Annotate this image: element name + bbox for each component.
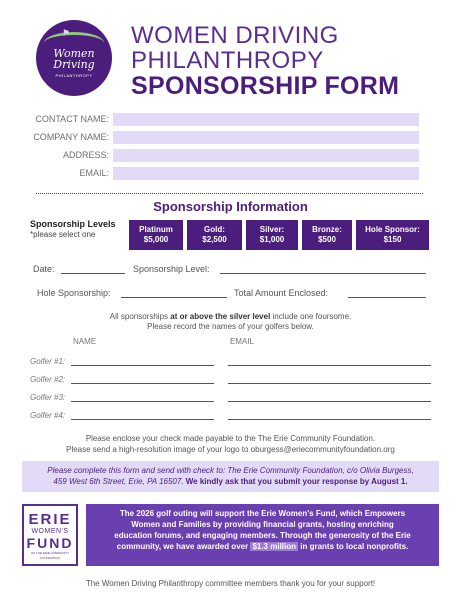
golf-flag-icon: ⚑ bbox=[62, 28, 71, 38]
about-line-2: Women and Families by providing financial grants, hosting enriching bbox=[131, 520, 394, 529]
levels-sublabel: *please select one bbox=[30, 230, 96, 239]
email-field[interactable] bbox=[113, 167, 419, 180]
wdp-logo bbox=[36, 20, 112, 96]
title-line-2: PHILANTHROPY bbox=[131, 47, 324, 74]
golfer-4-email-line[interactable] bbox=[228, 419, 431, 420]
date-line[interactable] bbox=[61, 273, 125, 274]
grants-highlight: $1.3 million bbox=[252, 542, 297, 551]
hole-sponsorship-line[interactable] bbox=[121, 297, 227, 298]
level-name: Hole Sponsor: bbox=[365, 225, 420, 234]
level-amount: $2,500 bbox=[202, 235, 227, 244]
check-instructions: Please enclose your check made payable to the The Erie Community Foundation. bbox=[85, 434, 376, 443]
golfer-2-name-line[interactable] bbox=[71, 383, 214, 384]
level-name: Bronze: bbox=[312, 225, 342, 234]
erie-logo-line-4: OF THE ERIE COMMUNITY FOUNDATION bbox=[30, 551, 70, 560]
banner-line-2 bbox=[22, 476, 439, 487]
golfer-1-email-line[interactable] bbox=[228, 365, 431, 366]
thank-you-footer: The Women Driving Philanthropy committee members thank you for your support! bbox=[85, 579, 376, 588]
level-bronze-button[interactable] bbox=[302, 220, 352, 250]
level-name: Silver: bbox=[259, 225, 285, 234]
sponsorship-section-title: Sponsorship Information bbox=[153, 199, 308, 214]
golfer-4-name-line[interactable] bbox=[71, 419, 214, 420]
golfer-2-email-line[interactable] bbox=[228, 383, 431, 384]
sponsorship-level-line[interactable] bbox=[220, 273, 426, 274]
level-silver-button[interactable] bbox=[246, 220, 298, 250]
about-box bbox=[86, 504, 439, 566]
foursome-note bbox=[0, 312, 461, 321]
email-label: EMAIL: bbox=[79, 168, 109, 178]
level-amount: $150 bbox=[383, 235, 402, 244]
erie-logo-line-2: WOMEN'S bbox=[31, 528, 69, 535]
level-amount: $500 bbox=[318, 235, 336, 244]
logo-line-1: Women bbox=[53, 47, 95, 60]
about-line-3: education forums, and engaging members. Through the generosity of the Erie bbox=[114, 531, 411, 540]
company-name-label: COMPANY NAME: bbox=[33, 132, 109, 142]
golfer-3-email-line[interactable] bbox=[228, 401, 431, 402]
address-field[interactable] bbox=[113, 149, 419, 162]
about-line-4 bbox=[86, 541, 439, 552]
name-column-header: NAME bbox=[73, 337, 97, 346]
logo-instructions: Please send a high-resolution image of your logo to oburgess@eriecommunityfoundation.org bbox=[66, 445, 395, 454]
golfer-1-label: Golfer #1: bbox=[30, 357, 66, 366]
level-name: Gold: bbox=[204, 225, 225, 234]
sponsorship-level-label: Sponsorship Level: bbox=[133, 264, 210, 274]
company-name-field[interactable] bbox=[113, 131, 419, 144]
about-line-4-pre: community, we have awarded over bbox=[116, 542, 251, 551]
golfer-4-label: Golfer #4: bbox=[30, 411, 66, 420]
golfer-3-label: Golfer #3: bbox=[30, 393, 66, 402]
contact-name-field[interactable] bbox=[113, 113, 419, 126]
golfer-record-note: Please record the names of your golfers below. bbox=[147, 322, 314, 331]
section-divider bbox=[36, 193, 423, 194]
foursome-note-pre: All sponsorships bbox=[109, 312, 171, 321]
banner-deadline: We kindly ask that you submit your response by August 1. bbox=[185, 477, 408, 486]
submission-banner bbox=[22, 461, 439, 492]
erie-womens-fund-logo bbox=[22, 504, 78, 566]
address-label: ADDRESS: bbox=[62, 150, 109, 160]
level-hole-sponsor-button[interactable] bbox=[356, 220, 429, 250]
golfer-1-name-line[interactable] bbox=[71, 365, 214, 366]
levels-label: Sponsorship Levels bbox=[30, 219, 116, 229]
level-amount: $1,000 bbox=[259, 235, 285, 244]
contact-name-label: CONTACT NAME: bbox=[35, 114, 109, 124]
golfer-3-name-line[interactable] bbox=[71, 401, 214, 402]
foursome-note-post: include one foursome. bbox=[270, 312, 352, 321]
date-label: Date: bbox=[33, 264, 55, 274]
title-line-1: WOMEN DRIVING bbox=[131, 22, 339, 49]
hole-sponsorship-label: Hole Sponsorship: bbox=[37, 288, 111, 298]
about-line-1: The 2026 golf outing will support the Erie Women's Fund, which Empowers bbox=[119, 509, 406, 518]
total-amount-line[interactable] bbox=[348, 297, 426, 298]
logo-line-3: PHILANTHROPY bbox=[55, 73, 93, 78]
about-line-4-post: in grants to local nonprofits. bbox=[298, 542, 409, 551]
total-amount-label: Total Amount Enclosed: bbox=[234, 288, 329, 298]
banner-address: 459 West 6th Street, Erie, PA 16507. bbox=[53, 477, 186, 486]
level-platinum-button[interactable] bbox=[129, 220, 183, 250]
email-column-header: EMAIL bbox=[230, 337, 255, 346]
erie-logo-line-1: ERIE bbox=[28, 511, 72, 528]
logo-line-2: Driving bbox=[53, 58, 95, 71]
golfer-2-label: Golfer #2: bbox=[30, 375, 66, 384]
level-name: Platinum bbox=[139, 225, 173, 234]
level-amount: $5,000 bbox=[143, 235, 169, 244]
form-title: SPONSORSHIP FORM bbox=[131, 72, 400, 100]
banner-line-1: Please complete this form and send with check to: The Erie Community Foundation, c/o Olivia Burgess, bbox=[47, 466, 414, 475]
erie-logo-line-3: FUND bbox=[26, 535, 74, 551]
foursome-note-bold: at or above the silver level bbox=[170, 312, 271, 321]
level-gold-button[interactable] bbox=[187, 220, 242, 250]
